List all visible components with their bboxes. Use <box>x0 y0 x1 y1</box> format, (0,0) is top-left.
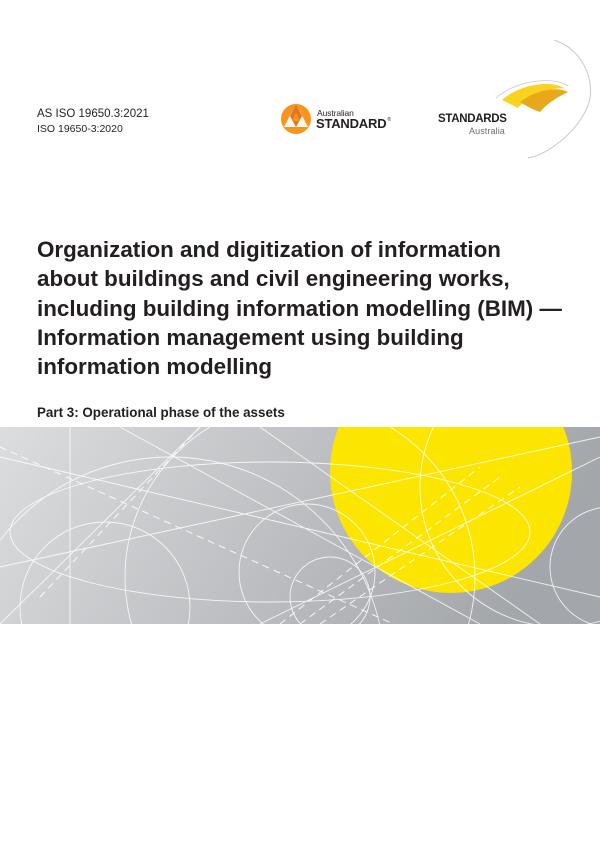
standards-australia-sub: Australia <box>469 126 505 136</box>
cover-artwork <box>0 427 600 624</box>
document-subtitle: Part 3: Operational phase of the assets <box>37 405 285 420</box>
australian-standard-word: STANDARD <box>316 116 387 131</box>
standards-australia-swoosh-icon <box>436 40 600 160</box>
standards-australia-name: STANDARDS <box>438 113 507 125</box>
standard-identifiers <box>37 107 149 137</box>
australian-standard-small-text: Australian <box>317 108 354 118</box>
australian-standard-big-text <box>316 116 391 131</box>
australian-standard-logo <box>280 101 405 139</box>
iso-number: ISO 19650-3:2020 <box>37 123 123 135</box>
trademark-symbol: ® <box>387 117 391 123</box>
document-title: Organization and digitization of information about buildings and civil engineering works, including building information modelling (BIM) — Information management using building information modelling <box>37 237 562 380</box>
standards-australia-logo <box>436 40 600 160</box>
australian-standard-mark-icon <box>280 101 312 135</box>
standard-number: AS ISO 19650.3:2021 <box>37 108 149 120</box>
